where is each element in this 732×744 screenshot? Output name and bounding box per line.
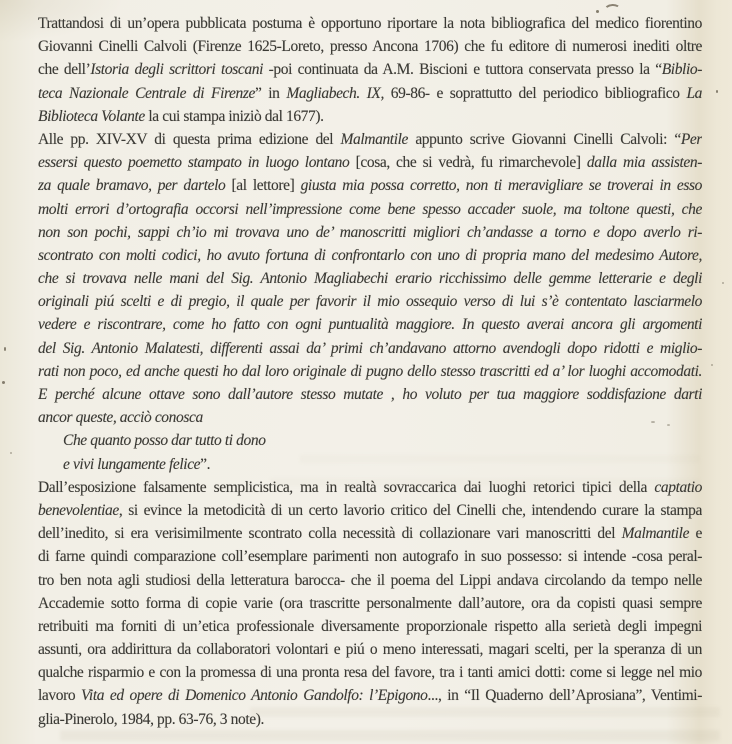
text-line [38, 12, 702, 35]
text-run-italic: benevolentiae [38, 501, 119, 519]
text-run: tro ben nota agli studiosi della letteratura barocca- che il poema del Lippi andava circolando da tempo nelle [38, 571, 702, 589]
text-line [38, 406, 702, 429]
text-line [38, 592, 702, 615]
text-line [38, 313, 702, 336]
text-run: la cui stampa iniziò dal 1677). [144, 107, 324, 125]
text-line [38, 429, 702, 452]
text-run: retribuiti ma forniti di un’etica professionale diversamente proporzionale rispetto alla serietà degli impegni [38, 617, 702, 635]
text-line [38, 360, 702, 383]
text-run: [al lettore] [225, 177, 301, 195]
scan-speck [667, 424, 670, 426]
text-run: e [689, 525, 702, 543]
show-through-ghost [60, 730, 720, 741]
text-run-italic: Malmantile [621, 525, 690, 543]
text-run-italic: Istoria degli scrittori toscani [90, 61, 264, 79]
text-run: Dall’esposizione falsamente semplicistica, ma in realtà sovraccarica dai luoghi retorici tipici della [38, 478, 655, 496]
text-line [38, 35, 702, 58]
text-run: assunti, ora addirittura da collaboratori volontari e piú o meno interessati, magari scelti, per la speranza di un [38, 641, 702, 659]
text-run-italic: ancor queste, acciò conosca [38, 409, 203, 427]
text-run: Giovanni Cinelli Calvoli (Firenze 1625-Loreto, presso Ancona 1706) che fu editore di numerosi inediti oltre [38, 38, 702, 56]
scan-speck [711, 364, 713, 366]
text-run: Trattandosi di un’opera pubblicata postuma è opportuno riportare la nota bibliografica del medico fiorentino [38, 15, 702, 32]
text-run-italic: rati non poco, ed anche questi ho dal loro originale di pugno dello stesso trascritti ed a’ lor luoghi accomodati. [38, 362, 702, 380]
text-line [38, 290, 702, 313]
text-line [38, 58, 702, 81]
text-line [38, 151, 702, 174]
text-line [38, 661, 702, 684]
scan-speck [2, 381, 5, 384]
text-line [38, 499, 702, 522]
text-line [38, 337, 702, 360]
show-through-ghost [300, 455, 700, 463]
text-run: che dell’ [38, 61, 91, 79]
scan-speck [651, 421, 655, 423]
text-line [38, 522, 702, 545]
text-run: Accademie sotto forma di copie varie (ora trascritte personalmente dall’autore, ora da copisti quasi sempre [38, 594, 702, 612]
text-run-italic: non son pochi, sappi ch’io mi trovava uno de’ manoscritti migliori ch’andasse a torno e dopo averlo ri- [38, 223, 702, 241]
show-through-ghost [270, 478, 700, 486]
text-line [38, 198, 702, 221]
text-run-italic: che si trovava nelle mani del Sig. Antonio Magliabechi erario ricchissimo delle gemme letterarie e degli [38, 270, 702, 288]
text-run-italic: vedere e riscontrare, come ho fatto con ogni puntualità maggiore. In questo averai ancora gli argomenti [38, 316, 702, 334]
text-run-italic: teca Nazionale Centrale di Firenze [38, 84, 255, 102]
text-run-italic: scontrato con molti codici, ho avuto fortuna di confrontarlo con uno di propria mano del medesimo Autore, [38, 246, 702, 264]
text-run-italic: molti errori d’ortografia occorsi nell’impressione come bene spesso accader suole, ma toltone questi, che [38, 200, 702, 218]
text-run: di farne quindi comparazione coll’esemplare parimenti non autografo in suo possesso: si intende -cosa peral- [38, 548, 702, 566]
text-run-italic: Biblioteca Volante [38, 107, 145, 125]
text-run-italic: del Sig. Antonio Malatesti, differenti assai da’ primi ch’andavano attorno avendogli dopo ridotti e miglio- [38, 339, 702, 357]
text-run-italic: captatio [654, 478, 702, 496]
text-run-italic: Magliabech. IX, [286, 84, 384, 102]
text-line [38, 684, 702, 707]
text-run: ”. [200, 455, 211, 473]
text-run: [cosa, che si vedrà, fu rimarchevole] [349, 154, 587, 172]
text-run: qualche risparmio e con la promessa di una pronta resa del favore, tra i tanti amici dotti: come si legge nel mio [38, 664, 702, 682]
scan-speck [4, 347, 6, 351]
text-run-italic: Malmantile [340, 130, 408, 148]
text-run-italic: giusta mia possa corretto, non ti meravigliare se troverai in esso [300, 177, 702, 195]
text-line [38, 267, 702, 290]
scan-speck [722, 282, 724, 284]
text-line [38, 128, 702, 151]
text-line [38, 545, 702, 568]
text-line [38, 383, 702, 406]
text-run: lavoro [38, 687, 81, 705]
text-run-italic: E perché alcune ottave sono dall’autore stesso mutate , ho voluto per tua maggiore soddisfazione darti [38, 386, 702, 403]
text-run-italic: Biblio- [661, 61, 702, 79]
text-run-italic: La [686, 84, 702, 102]
text-line [38, 615, 702, 638]
text-run-italic: Vita ed opere di Domenico Antonio Gandolfo: l’Epigono [81, 687, 428, 705]
text-line [38, 82, 702, 105]
text-run-italic: essersi questo poemetto stampato in luogo lontano [38, 154, 350, 172]
text-line [38, 221, 702, 244]
text-line [38, 174, 702, 197]
text-run: Alle pp. XIV-XV di questa prima edizione del [38, 130, 341, 148]
text-run: ..., in “Il Quaderno dell’Aprosiana”, Ventimi- [427, 687, 702, 705]
text-run-italic: dalla mia assisten- [586, 154, 702, 172]
text-run-italic: e vivi lungamente felice [63, 455, 201, 473]
text-run: dell’inedito, si era verisimilmente scontrato colla necessità di collazionare vari manoscritti del [38, 525, 622, 543]
text-line [38, 244, 702, 267]
text-run: appunto scrive Giovanni Cinelli Calvoli: “ [408, 130, 681, 148]
text-run: ” in [254, 84, 287, 102]
text-run: glia-Pinerolo, 1984, pp. 63-76, 3 note). [38, 710, 264, 728]
text-run-italic: za quale bramavo, per dartelo [38, 177, 226, 195]
scan-speck [716, 90, 718, 93]
text-run: -poi continuata da A.M. Biscioni e tuttora conservata presso la “ [263, 61, 662, 79]
text-run: , si evince la metodicità di un certo lavorio critico del Cinelli che, intendendo curare la stampa [118, 501, 702, 519]
text-line [38, 569, 702, 592]
scan-speck [10, 452, 12, 454]
text-run-italic: Per [680, 130, 702, 148]
text-run-italic: Che quanto posso dar tutto ti dono [63, 432, 266, 450]
text-line [38, 638, 702, 661]
text-line [38, 105, 702, 128]
show-through-ghost [250, 707, 720, 717]
text-run-italic: originali piú scelti e di pregio, il quale per favorir il mio ossequio verso di lui s’è contentato lasciarmelo [38, 293, 702, 311]
text-block [38, 12, 702, 731]
scan-speck [596, 10, 599, 13]
text-run: 69-86- e soprattutto del periodico bibliografico [383, 84, 687, 102]
